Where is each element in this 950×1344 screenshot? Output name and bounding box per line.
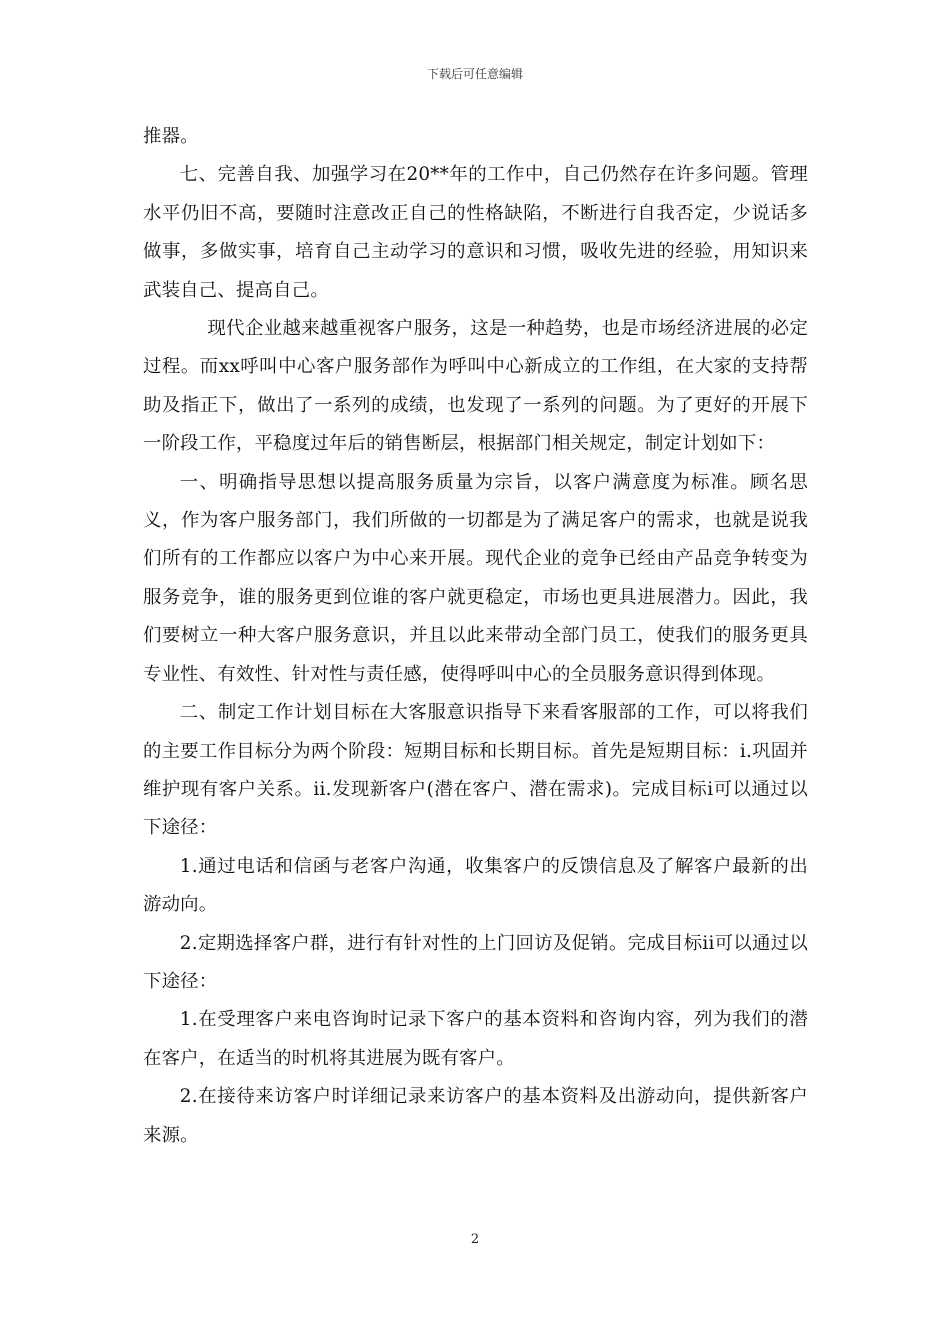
paragraph-section-seven: 七、完善自我、加强学习在20**年的工作中，自己仍然存在许多问题。管理水平仍旧不高，要随时注意改正自己的性格缺陷，不断进行自我否定，少说话多做事，多做实事，培育自己主动学习的意识和习惯，吸收先进的经验，用知识来武装自己、提高自己。 [143, 164, 808, 301]
page-number: 2 [470, 1232, 480, 1247]
paragraph-list-item: 1.通过电话和信函与老客户沟通，收集客户的反馈信息及了解客户最新的出游动向。 [143, 855, 808, 916]
page-header: 下载后可任意编辑 [426, 67, 523, 81]
paragraph-section-one: 一、明确指导思想以提高服务质量为宗旨，以客户满意度为标准。顾名思义，作为客户服务部门，我们所做的一切都是为了满足客户的需求，也就是说我们所有的工作都应以客户为中心来开展。现代企业的竞争已经由产品竞争转变为服务竞争，谁的服务更到位谁的客户就更稳定，市场也更具进展潜力。因此，我们要树立一种大客户服务意识，并且以此来带动全部门员工，使我们的服务更具专业性、有效性、针对性与责任感，使得呼叫中心的全员服务意识得到体现。 [143, 471, 808, 685]
paragraph-intro: 现代企业越来越重视客户服务，这是一种趋势，也是市场经济进展的必定过程。而xx呼叫中心客户服务部作为呼叫中心新成立的工作组，在大家的支持帮助及指正下，做出了一系列的成绩，也发现了一系列的问题。为了更好的开展下一阶段工作，平稳度过年后的销售断层，根据部门相关规定，制定计划如下： [143, 318, 808, 455]
document-body [143, 118, 808, 1155]
paragraph-list-item: 2.在接待来访客户时详细记录来访客户的基本资料及出游动向，提供新客户来源。 [143, 1086, 808, 1146]
paragraph-section-two: 二、制定工作计划目标在大客服意识指导下来看客服部的工作，可以将我们的主要工作目标分为两个阶段：短期目标和长期目标。首先是短期目标：i.巩固并维护现有客户关系。ii.发现新客户(潜在客户、潜在需求)。完成目标i可以通过以下途径： [143, 702, 808, 839]
paragraph-list-item: 2.定期选择客户群，进行有针对性的上门回访及促销。完成目标ii可以通过以下途径： [143, 932, 808, 992]
paragraph-continuation: 推器。 [143, 126, 199, 147]
paragraph-list-item: 1.在受理客户来电咨询时记录下客户的基本资料和咨询内容，列为我们的潜在客户，在适当的时机将其进展为既有客户。 [143, 1009, 808, 1069]
